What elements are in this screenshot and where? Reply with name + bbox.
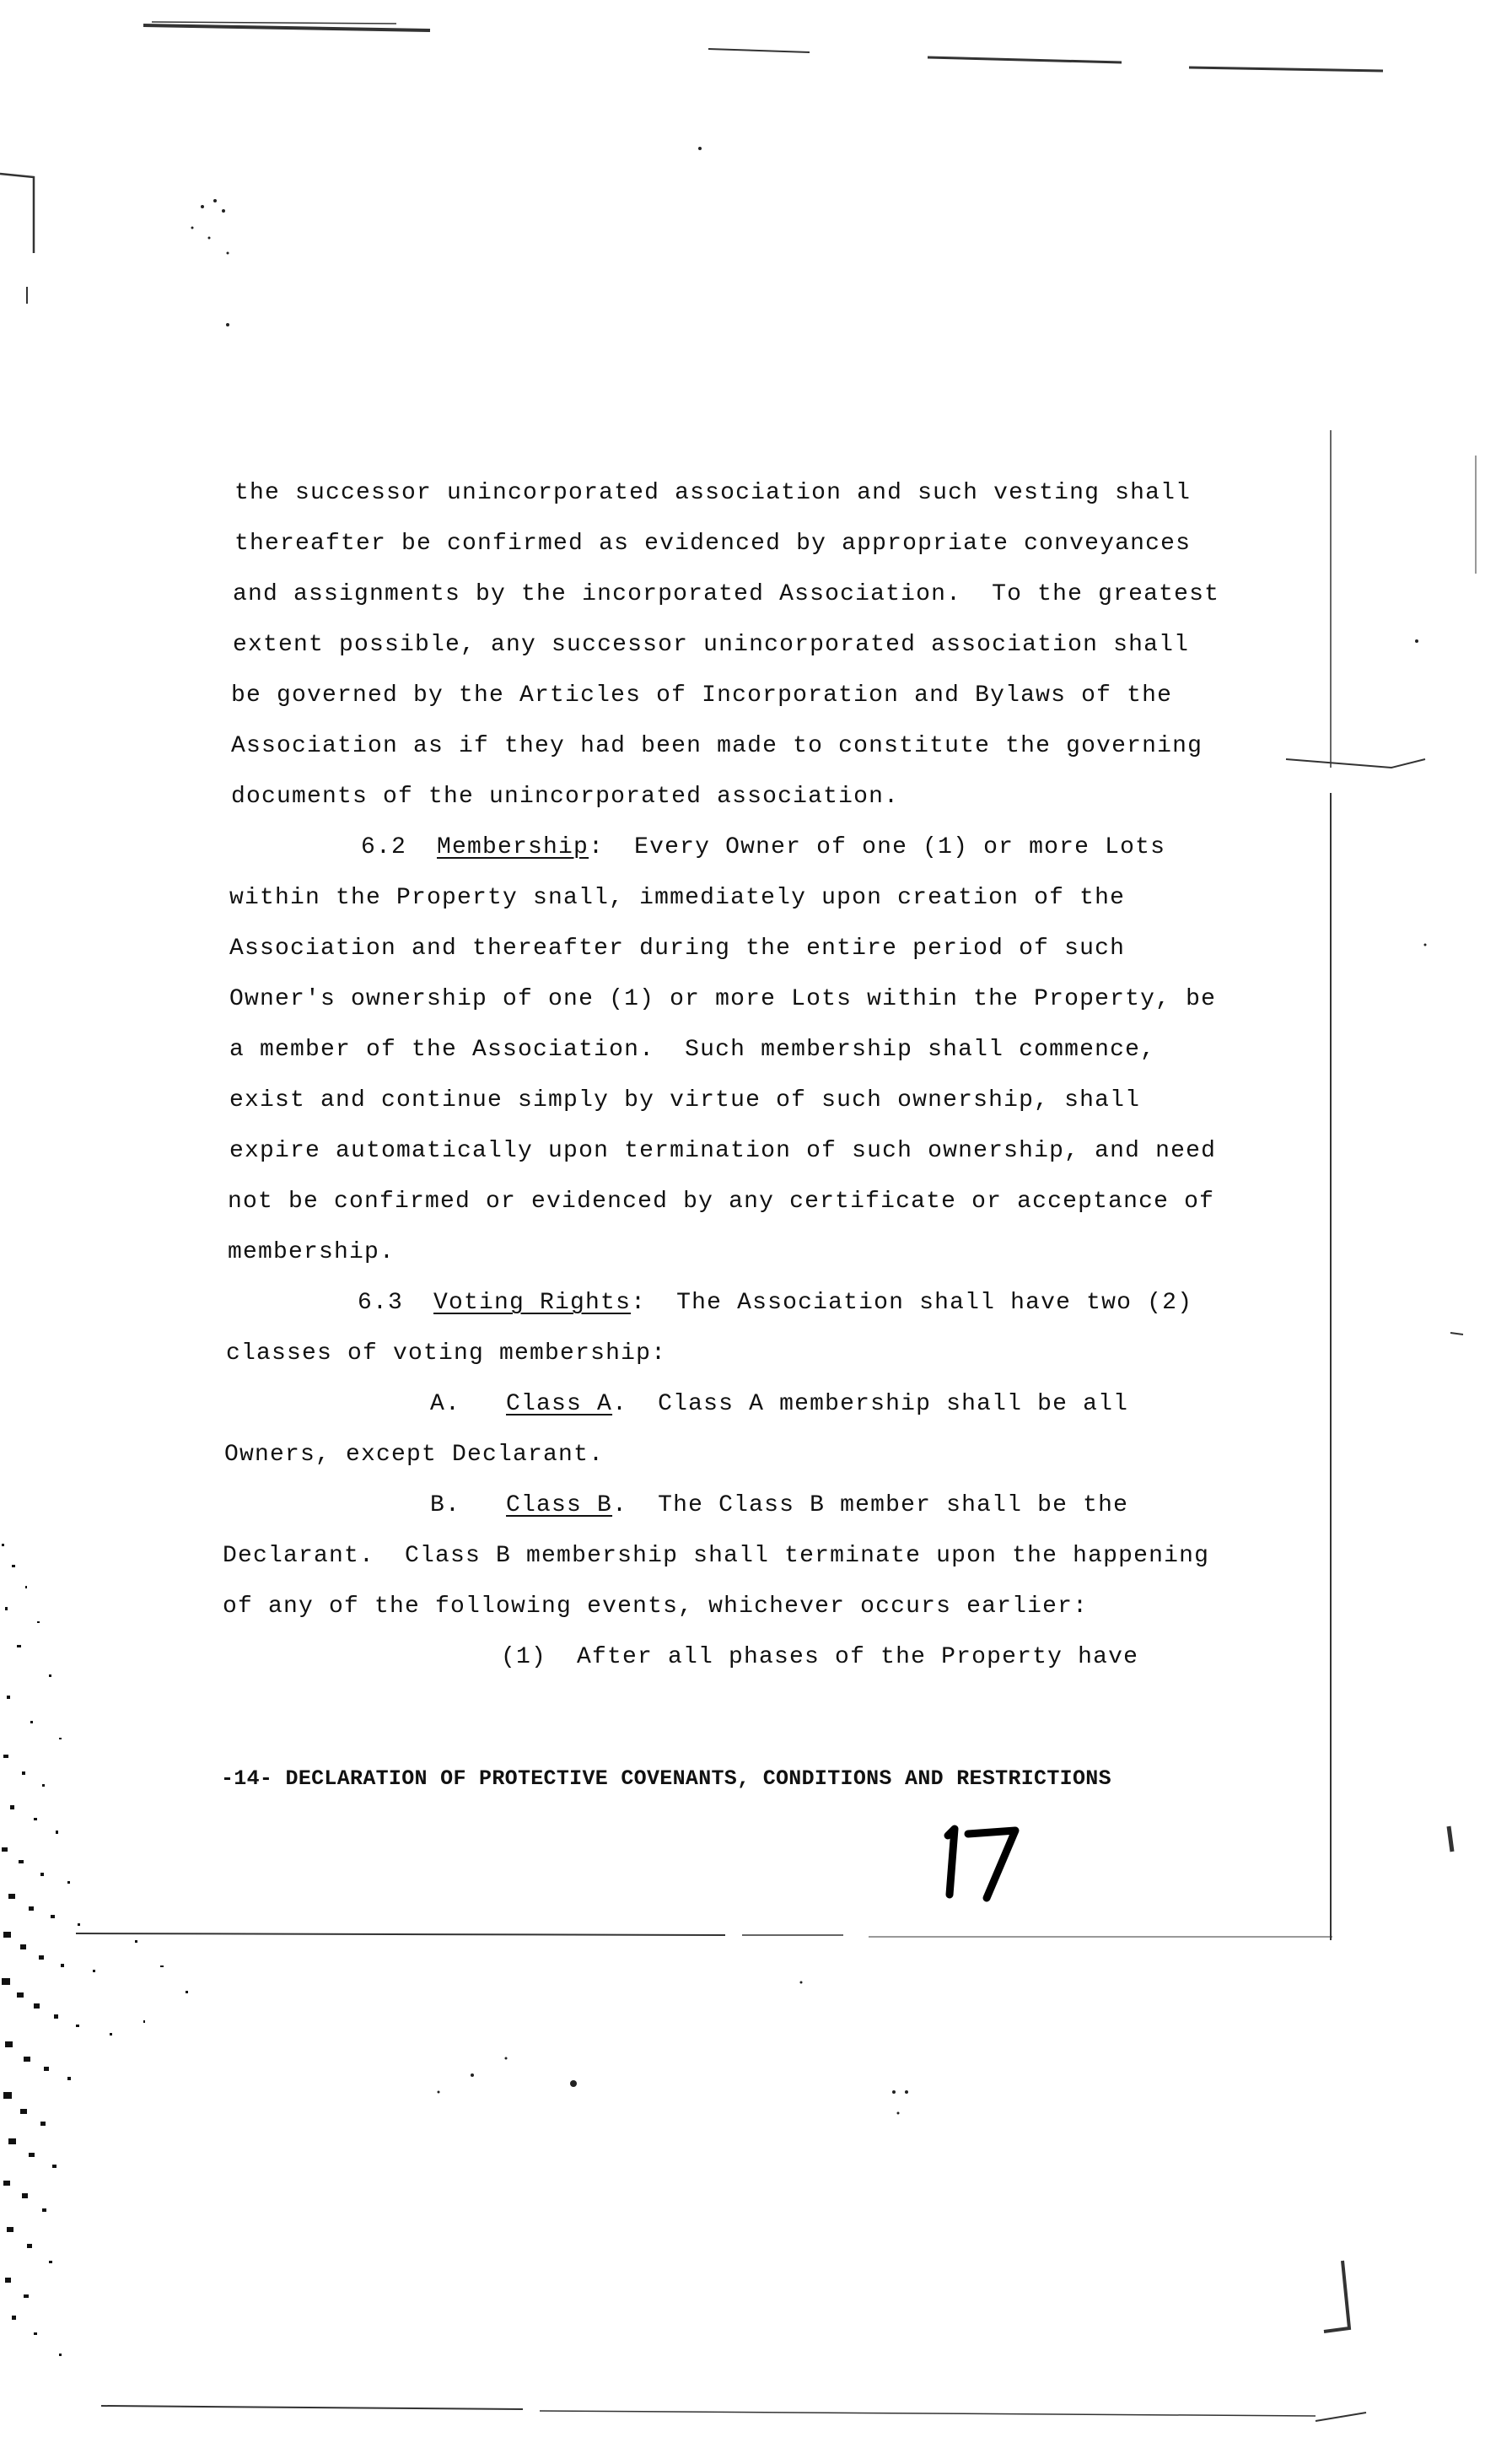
class-b-heading-punct: .	[612, 1492, 628, 1518]
class-a-line-2: Owners, except Declarant.	[224, 1442, 605, 1468]
section-6-2-line-8: membership.	[228, 1239, 395, 1265]
class-b-first-line	[430, 1491, 1128, 1520]
class-b-item-1: (1) After all phases of the Property have	[501, 1644, 1139, 1670]
class-a-letter: A.	[430, 1391, 461, 1417]
section-6-2-heading: Membership	[437, 834, 589, 860]
class-b-line-2: Declarant. Class B membership shall terminate upon the happening	[223, 1543, 1210, 1569]
body-line-5: be governed by the Articles of Incorporation and Bylaws of the	[231, 682, 1173, 709]
body-line-3: and assignments by the incorporated Association. To the greatest	[233, 581, 1220, 607]
class-b-heading: Class B	[506, 1492, 613, 1518]
body-line-1: the successor unincorporated association and such vesting shall	[234, 480, 1192, 506]
class-a-heading: Class A	[506, 1391, 613, 1417]
section-6-3-first-line	[358, 1289, 1192, 1318]
body-line-4: extent possible, any successor unincorporated association shall	[233, 632, 1190, 658]
class-b-first-line-rest: The Class B member shall be the	[627, 1492, 1129, 1518]
class-b-letter: B.	[430, 1492, 461, 1518]
section-6-2-first-line	[361, 833, 1165, 862]
section-6-2-line-2: Association and thereafter during the entire period of such	[229, 936, 1126, 962]
section-6-2-line-6: expire automatically upon termination of such ownership, and need	[229, 1138, 1217, 1164]
class-a-first-line	[430, 1390, 1128, 1419]
class-a-first-line-rest: Class A membership shall be all	[627, 1391, 1129, 1417]
section-6-2-line-4: a member of the Association. Such membership shall commence,	[229, 1037, 1156, 1063]
section-6-2-first-line-rest: Every Owner of one (1) or more Lots	[604, 834, 1166, 860]
class-b-line-3: of any of the following events, whichever occurs earlier:	[223, 1593, 1089, 1620]
body-line-7: documents of the unincorporated association.	[231, 784, 900, 810]
section-6-3-heading: Voting Rights	[433, 1290, 632, 1316]
section-6-2-line-7: not be confirmed or evidenced by any certificate or acceptance of	[228, 1189, 1215, 1215]
body-line-2: thereafter be confirmed as evidenced by appropriate conveyances	[234, 531, 1192, 557]
section-6-2-line-3: Owner's ownership of one (1) or more Lots within the Property, be	[229, 986, 1217, 1012]
section-6-3-number: 6.3	[358, 1290, 404, 1316]
section-6-3-first-line-rest: The Association shall have two (2)	[646, 1290, 1193, 1316]
page-footer: -14- DECLARATION OF PROTECTIVE COVENANTS, CONDITIONS AND RESTRICTIONS	[221, 1766, 1111, 1791]
section-6-2-line-5: exist and continue simply by virtue of such ownership, shall	[229, 1087, 1141, 1113]
section-6-2-heading-punct: :	[589, 834, 605, 860]
body-line-6: Association as if they had been made to constitute the governing	[231, 733, 1203, 759]
section-6-2-number: 6.2	[361, 834, 407, 860]
section-6-3-line-2: classes of voting membership:	[226, 1340, 667, 1367]
handwritten-page-number	[936, 1814, 1029, 1906]
section-6-3-heading-punct: :	[631, 1290, 647, 1316]
section-6-2-line-1: within the Property snall, immediately upon creation of the	[229, 885, 1126, 911]
class-a-heading-punct: .	[612, 1391, 628, 1417]
